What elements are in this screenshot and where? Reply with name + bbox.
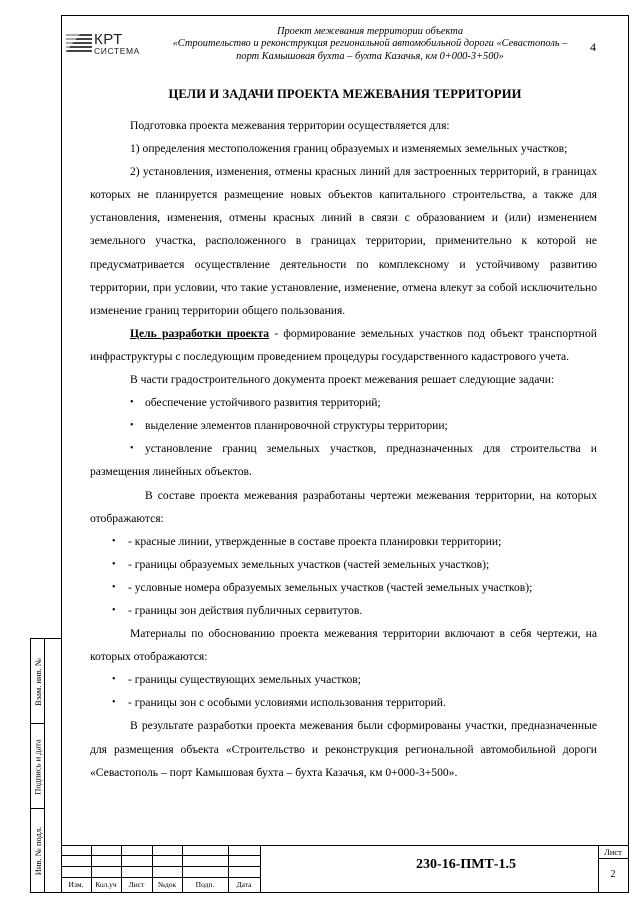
bullet-icon: •: [130, 420, 134, 432]
logo-subtitle: СИСТЕМА: [94, 46, 140, 56]
header-line-2: «Строительство и реконструкция региональной автомобильной дороги «Севастополь –: [172, 38, 568, 50]
paragraph: 1) определения местоположения границ образуемых и изменяемых земельных участков;: [130, 142, 568, 156]
list-item: • выделение элементов планировочной структуры территории;: [90, 414, 597, 437]
bullet-icon: •: [112, 535, 116, 547]
logo-stripes-icon: [66, 34, 92, 52]
paragraph: В составе проекта межевания разработаны чертежи межевания территории, на которых отображаются:: [90, 488, 597, 525]
side-stamp-label-signature: Подпись и дата: [33, 738, 44, 795]
sheet-number: 2: [610, 869, 616, 880]
section-title: ЦЕЛИ И ЗАДАЧИ ПРОЕКТА МЕЖЕВАНИЯ ТЕРРИТОРИИ: [168, 87, 522, 101]
company-logo: [66, 30, 146, 56]
paragraph-goal: [90, 322, 597, 368]
list-item: • - условные номера образуемых земельных участков (частей земельных участков);: [90, 576, 597, 599]
paragraph: В результате разработки проекта межевания были сформированы участки, предназначенные для размещения объекта «Строительство и реконструкция региональной автомобильной дороги «Севастополь – порт Камышовая бухта – бухта Казачья, км 0+000-3+500».: [90, 719, 597, 779]
header-line-3: порт Камышовая бухта – бухта Казачья, км 0+000-3+500»: [236, 50, 504, 62]
column-label-docno: №док: [157, 880, 177, 889]
sheet-label: Лист: [604, 847, 622, 857]
paragraph: Подготовка проекта межевания территории осуществляется для:: [130, 119, 450, 132]
column-label-count: Кол.уч: [95, 880, 117, 889]
paragraph: Материалы по обоснованию проекта межевания территории включают в себя чертежи, на которых отображаются:: [90, 627, 597, 664]
bullet-icon: •: [130, 443, 134, 455]
list-item: • обеспечение устойчивого развития территорий;: [90, 391, 597, 414]
side-stamp-label-inventory: Инв. № подл.: [33, 826, 43, 876]
bullet-icon: •: [112, 581, 116, 593]
logo-mark: КРТ: [94, 31, 123, 48]
bullet-icon: •: [112, 558, 116, 570]
document-code: 230-16-ПМТ-1.5: [416, 857, 516, 872]
goal-definition: - формирование земельных участков под объект транспортной инфраструктуры с последующим проведением процедуры государственного кадастрового учета.: [90, 326, 597, 363]
document-body: [90, 114, 597, 784]
bullet-icon: •: [112, 604, 116, 616]
header-line-1: Проект межевания территории объекта: [276, 26, 464, 37]
column-label-change: Изм.: [68, 880, 84, 889]
side-stamp: [30, 638, 61, 893]
column-label-date: Дата: [236, 880, 252, 889]
list-item: • - границы зон действия публичных сервитутов.: [90, 599, 597, 622]
paragraph: 2) установления, изменения, отмены красных линий для застроенных территорий, в границах которых не планируется размещение новых объектов капитального строительства, а также для установления, изменения, отмены красных линий в связи с образованием и (или) изменением земельного участка, расположенного в границах территории, применительно к которой не предусматривается осуществление деятельности по комплексному и устойчивому развитию территории, при условии, что такие установление, изменение, отмена влекут за собой исключительно изменение границ территории общего пользования.: [90, 165, 597, 317]
paragraph: В части градостроительного документа проект межевания решает следующие задачи:: [130, 373, 555, 387]
running-header: [152, 26, 588, 63]
bullet-icon: •: [130, 397, 134, 409]
list-item: • - красные линии, утвержденные в составе проекта планировки территории;: [90, 530, 597, 553]
title-block: [61, 845, 629, 893]
side-stamp-label-replaced: Взам. инв. №: [33, 657, 43, 706]
goal-term: Цель разработки проекта: [130, 326, 270, 340]
list-item: • - границы существующих земельных участков;: [90, 668, 597, 691]
list-item: • - границы образуемых земельных участков (частей земельных участков);: [90, 553, 597, 576]
column-label-signature: Подп.: [195, 880, 215, 889]
column-label-sheet: Лист: [128, 880, 145, 889]
page-number: 4: [590, 40, 596, 54]
list-item: • - границы зон с особыми условиями использования территорий.: [90, 691, 597, 714]
list-item: • установление границ земельных участков, предназначенных для строительства и размещения линейных объектов.: [90, 437, 597, 483]
bullet-icon: •: [112, 697, 116, 709]
bullet-icon: •: [112, 674, 116, 686]
